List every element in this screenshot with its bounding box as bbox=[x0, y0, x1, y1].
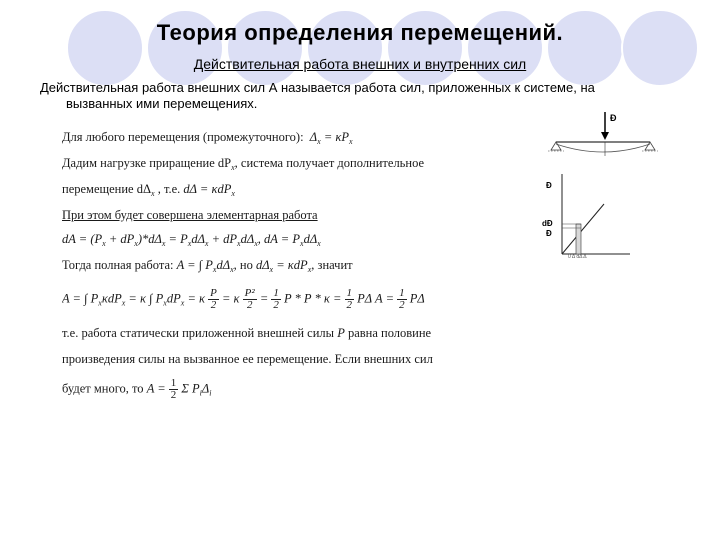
load-displacement-line bbox=[562, 204, 604, 254]
scan-formula: = κdP bbox=[276, 258, 308, 272]
deflected-beam bbox=[556, 144, 650, 152]
p-label: Ð bbox=[546, 229, 552, 238]
scan-sub: i bbox=[209, 388, 212, 398]
scan-sub: x bbox=[121, 298, 126, 308]
scan-sub: x bbox=[231, 189, 235, 198]
fraction-denominator: 2 bbox=[346, 299, 353, 311]
scan-sub: i bbox=[199, 388, 202, 398]
scan-formula: κdP bbox=[101, 291, 122, 306]
scan-text: При этом будет совершена элементарная работа bbox=[62, 208, 318, 222]
increment-strip bbox=[576, 224, 581, 254]
scan-line-9 bbox=[62, 352, 433, 367]
scan-formula: Δ bbox=[309, 130, 318, 144]
scan-sub: x bbox=[161, 239, 166, 248]
scan-sub: x bbox=[254, 239, 258, 248]
scan-text: , но bbox=[233, 258, 253, 272]
scan-formula: Δ bbox=[201, 381, 210, 396]
scan-formula: PΔ bbox=[409, 291, 425, 306]
scan-text: , система получает дополнительное bbox=[234, 156, 425, 170]
fraction-numerator: P bbox=[210, 287, 217, 299]
scan-text: Для любого перемещения (промежуточного): bbox=[62, 130, 304, 144]
slide-subtitle: Действительная работа внешних и внутренних сил bbox=[193, 56, 527, 72]
scan-formula: + dP bbox=[108, 232, 135, 246]
scan-formula: dΔ bbox=[255, 258, 270, 272]
paragraph-line-2: вызванных ими перемещениях. bbox=[66, 96, 258, 111]
fraction bbox=[243, 288, 257, 311]
scan-sub: x bbox=[307, 265, 312, 274]
slide-title: Теория определения перемещений. bbox=[156, 20, 564, 45]
scan-formula: dΔ bbox=[191, 232, 205, 246]
scan-sub: x bbox=[269, 265, 274, 274]
scan-text: произведения силы на вызванное ее перемещение. Если внешних сил bbox=[62, 352, 433, 366]
dp-label: dÐ bbox=[542, 219, 553, 228]
scan-line-2 bbox=[62, 156, 424, 172]
scan-formula: A = ∫ P bbox=[62, 291, 99, 306]
scan-sub: x bbox=[98, 298, 102, 308]
fraction-numerator: 1 bbox=[170, 377, 177, 389]
scan-formula: A = bbox=[375, 291, 395, 306]
fraction-denominator: 2 bbox=[246, 299, 253, 311]
scan-sub: x bbox=[300, 239, 304, 248]
fraction-numerator: P² bbox=[244, 287, 255, 299]
scan-line-8 bbox=[62, 326, 431, 341]
scan-sub: x bbox=[134, 239, 138, 248]
scan-formula: = κ ∫ P bbox=[128, 291, 164, 306]
scan-formula: = κP bbox=[323, 130, 350, 144]
scan-formula: = bbox=[259, 291, 269, 306]
scan-formula: , dA = P bbox=[257, 232, 300, 246]
scan-text: , т.е. bbox=[157, 182, 181, 196]
scan-sub: x bbox=[204, 239, 209, 248]
derivation-scan bbox=[62, 126, 454, 400]
scan-sub: x bbox=[187, 239, 192, 248]
scan-formula: Σ P bbox=[181, 381, 200, 396]
scan-formula: dΔ bbox=[216, 258, 231, 272]
scan-line-6 bbox=[62, 258, 353, 274]
fraction bbox=[397, 288, 407, 311]
right-support bbox=[645, 142, 655, 150]
scan-text: будет много, то bbox=[62, 381, 144, 396]
fraction-numerator: 1 bbox=[399, 287, 405, 299]
fraction bbox=[169, 378, 179, 400]
fraction bbox=[208, 288, 219, 311]
fraction-numerator: 1 bbox=[346, 287, 353, 299]
scan-sub: x bbox=[349, 137, 353, 146]
fraction-denominator: 2 bbox=[170, 389, 177, 400]
fraction bbox=[345, 288, 355, 311]
load-label: Ð bbox=[610, 113, 617, 123]
scan-sub: x bbox=[230, 265, 234, 274]
scan-sub: x bbox=[212, 265, 217, 274]
scan-formula: A = ∫ P bbox=[176, 258, 213, 272]
scan-text: Дадим нагрузке приращение dP bbox=[62, 156, 232, 170]
scan-line-10 bbox=[62, 378, 211, 400]
paragraph-line-1: Действительная работа внешних сил А называется работа сил, приложенных к системе, на bbox=[40, 80, 595, 95]
scan-formula: dΔ bbox=[303, 232, 318, 246]
scan-formula: + dP bbox=[211, 232, 238, 246]
fraction-denominator: 2 bbox=[399, 299, 405, 311]
scan-sub: x bbox=[231, 163, 235, 172]
scan-formula: dP bbox=[166, 291, 181, 306]
scan-text: т.е. работа статически приложенной внешней силы bbox=[62, 326, 335, 340]
scan-line-1 bbox=[62, 130, 353, 146]
scan-sub: x bbox=[180, 298, 185, 308]
scan-formula: dΔ bbox=[240, 232, 255, 246]
fraction-denominator: 2 bbox=[273, 299, 279, 311]
scan-line-3 bbox=[62, 182, 235, 198]
scan-sub: x bbox=[317, 239, 321, 248]
scan-sub: x bbox=[317, 137, 321, 146]
scan-text: равна половине bbox=[347, 326, 432, 340]
load-arrowhead bbox=[601, 132, 609, 140]
scan-line-7 bbox=[62, 288, 425, 311]
scan-text: перемещение dΔ bbox=[62, 182, 152, 196]
scan-sub: x bbox=[102, 239, 106, 248]
beam-diagram bbox=[538, 108, 658, 260]
scan-formula: PΔ bbox=[357, 291, 372, 306]
fraction-denominator: 2 bbox=[210, 299, 217, 311]
scan-text: , значит bbox=[311, 258, 353, 272]
scan-formula: P bbox=[337, 326, 345, 340]
axis-top-label: Ð bbox=[546, 181, 552, 190]
scan-sub: x bbox=[151, 189, 155, 198]
scan-formula: )*dΔ bbox=[137, 232, 162, 246]
scan-sub: x bbox=[237, 239, 241, 248]
scan-text: Тогда полная работа: bbox=[62, 258, 174, 272]
scan-formula: dΔ = κdP bbox=[183, 182, 232, 196]
scan-line-5 bbox=[62, 232, 321, 248]
left-support bbox=[551, 142, 561, 150]
fraction bbox=[271, 288, 281, 311]
fraction-numerator: 1 bbox=[273, 287, 279, 299]
scan-formula: P * P * κ = bbox=[284, 291, 342, 306]
scan-formula: A = bbox=[146, 381, 166, 396]
scan-sub: x bbox=[163, 298, 167, 308]
scan-formula: dA = (P bbox=[62, 232, 103, 246]
scan-line-4 bbox=[62, 208, 318, 223]
scan-formula: = κ bbox=[221, 291, 240, 306]
axis-bottom-labels: 0 Δ dΔ Δ bbox=[568, 254, 587, 260]
scan-formula: = P bbox=[168, 232, 188, 246]
scan-formula: = κ bbox=[187, 291, 205, 306]
